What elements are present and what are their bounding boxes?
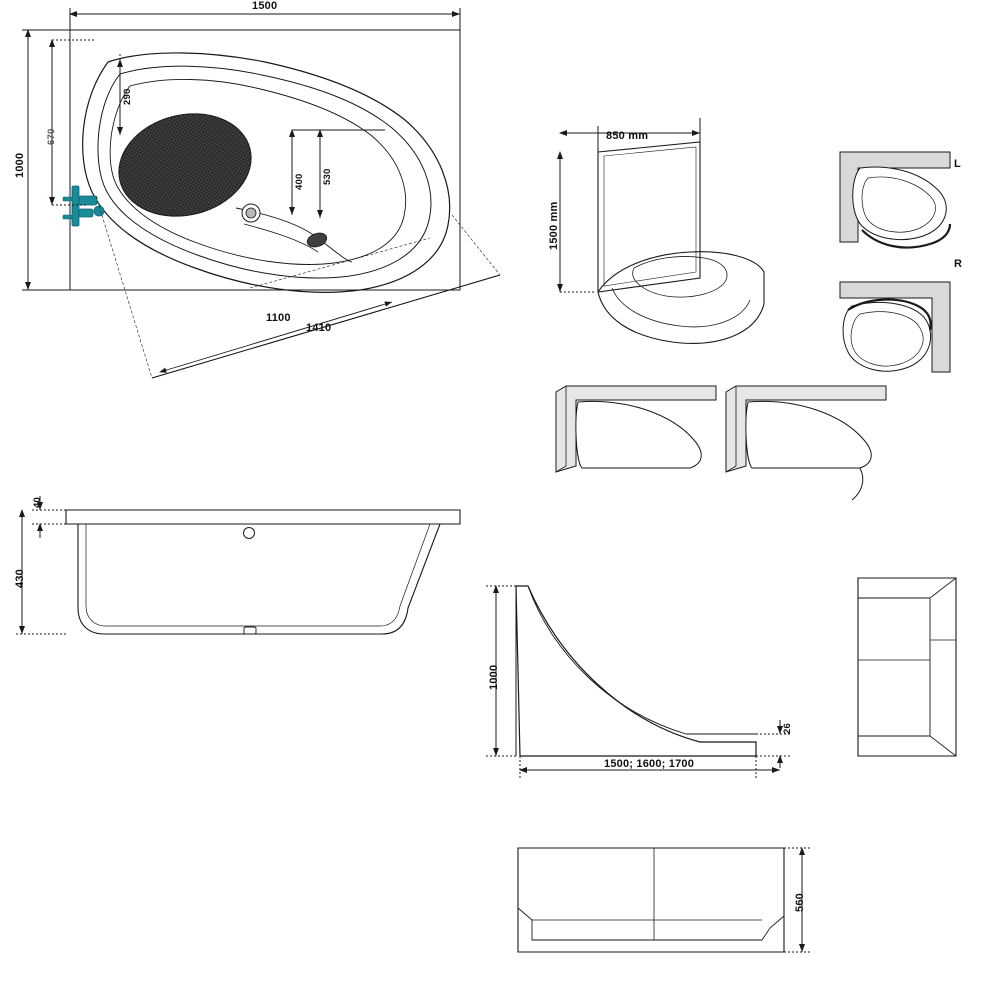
dim-label-1500mm: 1500 mm bbox=[548, 201, 560, 250]
top-view-group bbox=[22, 8, 500, 378]
handed-label-left: L bbox=[954, 158, 961, 170]
side-panel-group bbox=[858, 578, 956, 756]
dim-label-1100: 1100 bbox=[266, 312, 291, 324]
dim-label-1000-left: 1000 bbox=[14, 152, 26, 178]
panel-profile-group bbox=[486, 586, 790, 780]
screen-view-group bbox=[560, 118, 764, 343]
dim-label-1410: 1410 bbox=[306, 322, 332, 334]
dim-label-26: 26 bbox=[782, 723, 793, 734]
front-section-group bbox=[14, 496, 460, 634]
handed-icons-group bbox=[840, 152, 950, 372]
dim-label-widths: 1500; 1600; 1700 bbox=[604, 758, 695, 770]
dim-label-290: 290 bbox=[122, 88, 133, 105]
dim-label-560: 560 bbox=[794, 893, 806, 912]
bottom-panel-group bbox=[518, 848, 812, 952]
dim-label-400: 400 bbox=[294, 173, 305, 190]
dim-label-530: 530 bbox=[322, 168, 333, 185]
small-panel-views-group bbox=[556, 386, 886, 500]
dim-label-430: 430 bbox=[14, 569, 26, 588]
handed-label-right: R bbox=[954, 258, 963, 270]
dim-label-1000-panel: 1000 bbox=[488, 664, 500, 690]
dim-label-850mm: 850 mm bbox=[606, 130, 649, 142]
dim-label-670: 670 bbox=[46, 128, 57, 145]
dim-label-1500-top: 1500 bbox=[252, 0, 278, 12]
dim-label-40: 40 bbox=[32, 497, 43, 508]
